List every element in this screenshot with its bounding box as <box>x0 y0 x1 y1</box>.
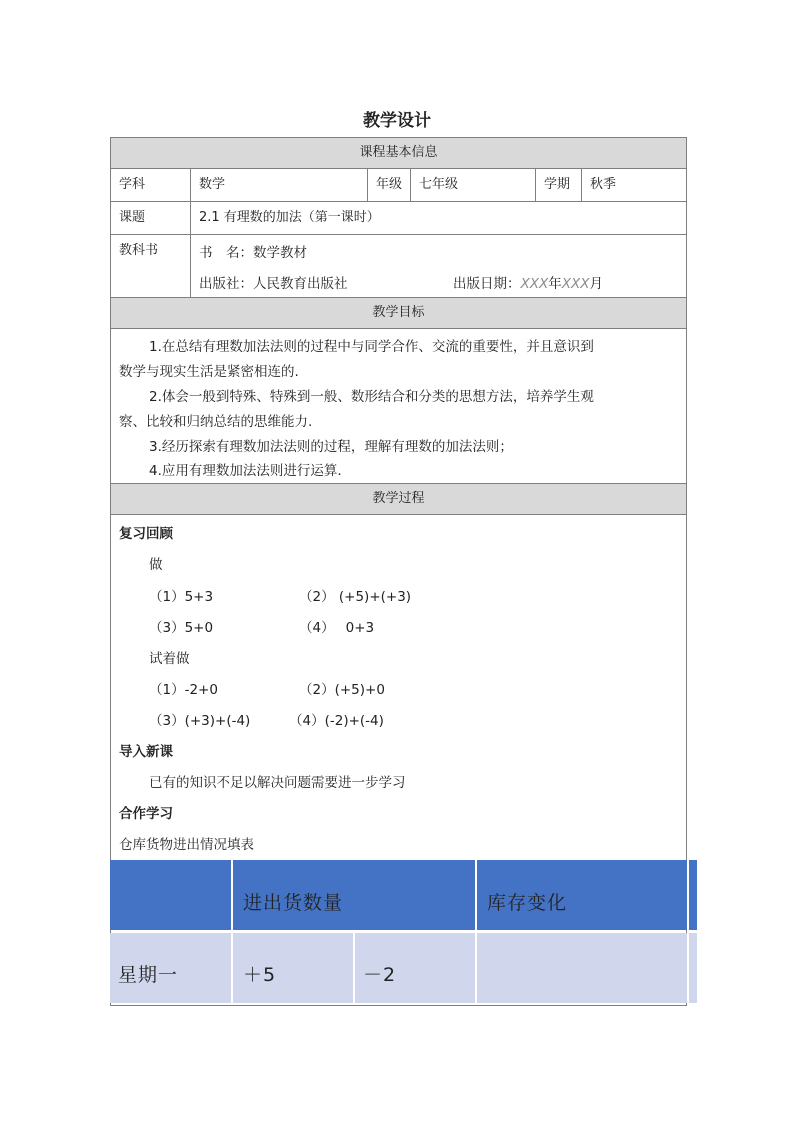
in-value-cell <box>233 933 353 1003</box>
objectives-header: 教学目标 <box>110 298 687 329</box>
quantity-header-cell <box>233 860 475 930</box>
out-value-cell <box>355 933 475 1003</box>
out-value: －2 <box>363 964 397 986</box>
textbook-row <box>110 235 687 298</box>
subject-value: 数学 <box>191 169 368 201</box>
change-header-cell <box>477 860 687 930</box>
row-label: 星期一 <box>118 964 179 986</box>
change-header: 库存变化 <box>487 892 568 914</box>
inventory-table <box>110 860 697 1004</box>
basic-info-header: 课程基本信息 <box>110 137 687 169</box>
month-unit: 月 <box>589 276 603 292</box>
row-label-cell <box>110 933 231 1003</box>
publisher: 出版社：人民教育出版社 <box>199 276 348 292</box>
do-label: 做 <box>149 557 163 573</box>
year-placeholder: XXX <box>520 276 549 292</box>
review-heading: 复习回顾 <box>119 526 173 542</box>
objective-line: 察、比较和归纳总结的思维能力. <box>119 414 313 430</box>
change-value-cell <box>477 933 687 1003</box>
objective-line: 4.应用有理数加法法则进行运算. <box>149 463 342 479</box>
exercise: （3）5+0 <box>149 620 214 636</box>
table-edge-cell <box>689 860 697 930</box>
term-value: 秋季 <box>590 177 617 192</box>
grade-label: 年级 <box>368 169 411 201</box>
try-label: 试着做 <box>149 651 190 667</box>
in-value: ＋5 <box>243 964 277 986</box>
table-corner-cell <box>110 860 231 930</box>
textbook-label: 教科书 <box>111 235 191 297</box>
subject-row <box>110 169 687 202</box>
quantity-header: 进出货数量 <box>243 892 344 914</box>
intro-text: 已有的知识不足以解决问题需要进一步学习 <box>149 775 406 791</box>
exercise: （4） 0+3 <box>299 620 375 636</box>
objective-line: 1.在总结有理数加法法则的过程中与同学合作、交流的重要性，并且意识到 <box>149 339 594 355</box>
book-name: 书 名：数学教材 <box>199 245 307 261</box>
exercise: （1）5+3 <box>149 589 214 605</box>
publish-date <box>453 272 603 292</box>
table-edge-cell <box>689 933 697 1003</box>
exercise: （3）(+3)+(-4) <box>149 713 251 729</box>
coop-text: 仓库货物进出情况填表 <box>119 837 254 853</box>
month-placeholder: XXX <box>561 276 590 292</box>
year-unit: 年 <box>548 276 562 292</box>
objectives-body <box>110 329 687 484</box>
exercise: （2） (+5)+(+3) <box>299 589 412 605</box>
publish-date-label: 出版日期： <box>453 276 521 292</box>
exercise: （2）(+5)+0 <box>299 682 385 698</box>
topic-label: 课题 <box>111 202 191 234</box>
intro-heading: 导入新课 <box>119 744 173 760</box>
process-header: 教学过程 <box>110 484 687 515</box>
objective-line: 2.体会一般到特殊、特殊到一般、数形结合和分类的思想方法，培养学生观 <box>149 389 594 405</box>
document-title: 教学设计 <box>363 111 431 131</box>
topic-value: 2.1 有理数的加法（第一课时） <box>199 210 380 225</box>
textbook-details <box>191 235 687 297</box>
subject-label: 学科 <box>111 169 191 201</box>
grade-value: 七年级 <box>411 169 536 201</box>
exercise: （4）(-2)+(-4) <box>289 713 384 729</box>
topic-row <box>110 202 687 235</box>
term-label: 学期 <box>536 169 582 201</box>
exercise: （1）-2+0 <box>149 682 218 698</box>
coop-heading: 合作学习 <box>119 806 173 822</box>
objective-line: 3.经历探索有理数加法法则的过程，理解有理数的加法法则； <box>149 439 513 455</box>
objective-line: 数学与现实生活是紧密相连的. <box>119 364 299 380</box>
